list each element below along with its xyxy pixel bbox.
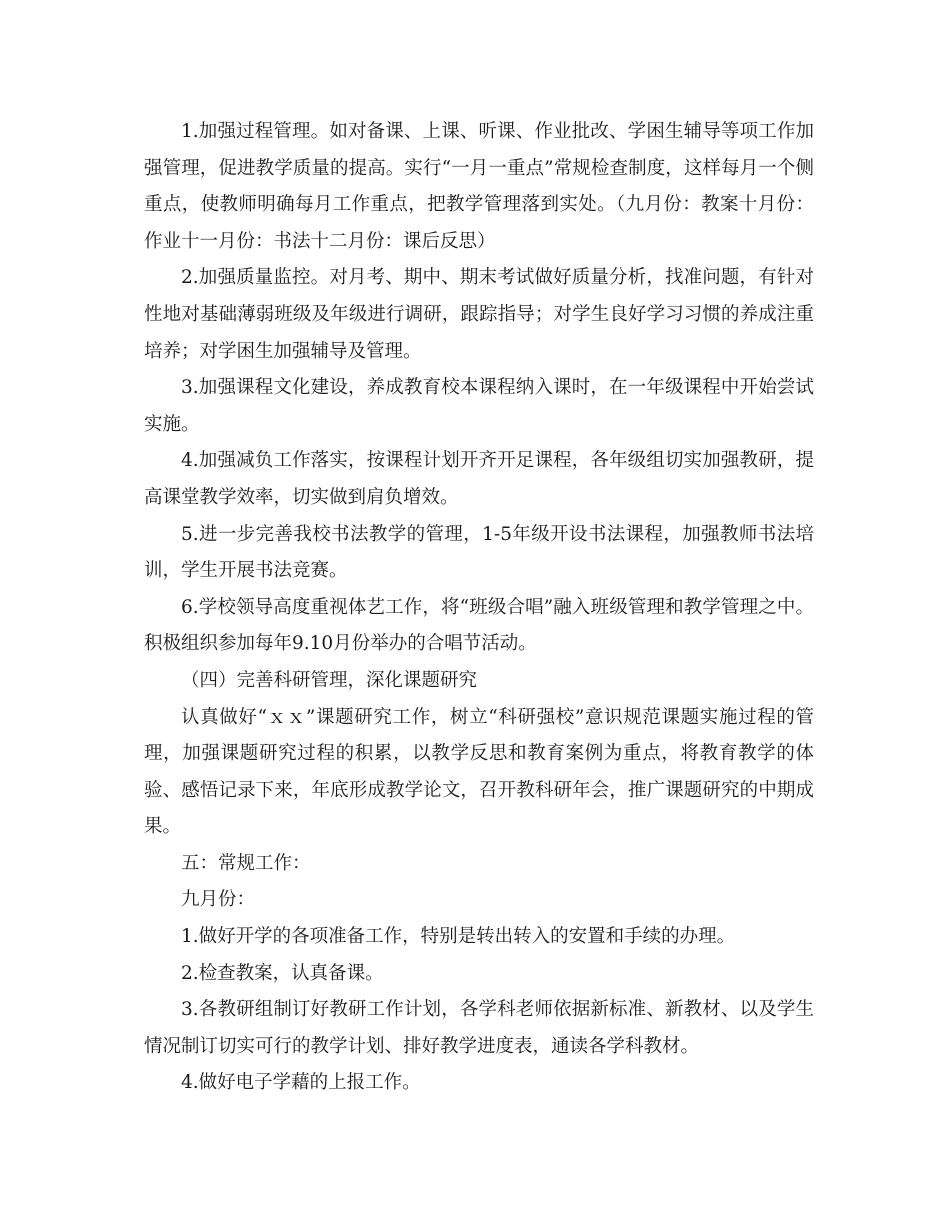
paragraph-process-management: 1.加强过程管理。如对备课、上课、听课、作业批改、学困生辅导等项工作加强管理，促进教学质量的提高。实行“一月一重点”常规检查制度，这样每月一个侧重点，使教师明确每月工作重点，把教学管理落到实处。（九月份：教案十月份：作业十一月份：书法十二月份：课后反思） <box>144 121 814 252</box>
month-heading-september: 九月份： <box>181 889 256 911</box>
paragraph-lesson-plans: 2.检查教案，认真备课。 <box>181 962 384 984</box>
document-body <box>144 114 814 1102</box>
section-heading-research: （四）完善科研管理，深化课题研究 <box>181 669 478 691</box>
paragraph-student-records: 4.做好电子学藉的上报工作。 <box>181 1072 421 1094</box>
paragraph-calligraphy-teaching: 5.进一步完善我校书法教学的管理，1-5年级开设书法课程，加强教师书法培训，学生开展书法竞赛。 <box>144 523 814 582</box>
paragraph-burden-reduction: 4.加强减负工作落实，按课程计划开齐开足课程，各年级组切实加强教研，提高课堂教学效率，切实做到肩负增效。 <box>144 450 814 508</box>
paragraph-curriculum-culture: 3.加强课程文化建设，养成教育校本课程纳入课时，在一年级课程中开始尝试实施。 <box>144 377 814 435</box>
paragraph-arts-work: 6.学校领导高度重视体艺工作，将“班级合唱”融入班级管理和教学管理之中。积极组织参加每年9.10月份举办的合唱节活动。 <box>144 596 814 655</box>
paragraph-research-project: 认真做好“ｘｘ”课题研究工作，树立“科研强校”意识规范课题实施过程的管理，加强课题研究过程的积累，以教学反思和教育案例为重点，将教育教学的体验、感悟记录下来，年底形成教学论文，召开教科研年会，推广课题研究的中期成果。 <box>144 706 814 838</box>
section-heading-routine-work: 五：常规工作： <box>181 852 311 874</box>
paragraph-quality-monitoring: 2.加强质量监控。对月考、期中、期末考试做好质量分析，找准问题，有针对性地对基础薄弱班级及年级进行调研，跟踪指导；对学生良好学习习惯的养成注重培养；对学困生加强辅导及管理。 <box>144 267 814 362</box>
paragraph-school-opening: 1.做好开学的各项准备工作，特别是转出转入的安置和手续的办理。 <box>181 926 736 948</box>
paragraph-teaching-plans: 3.各教研组制订好教研工作计划，各学科老师依据新标准、新教材、以及学生情况制订切实可行的教学计划、排好教学进度表，通读各学科教材。 <box>144 999 814 1057</box>
